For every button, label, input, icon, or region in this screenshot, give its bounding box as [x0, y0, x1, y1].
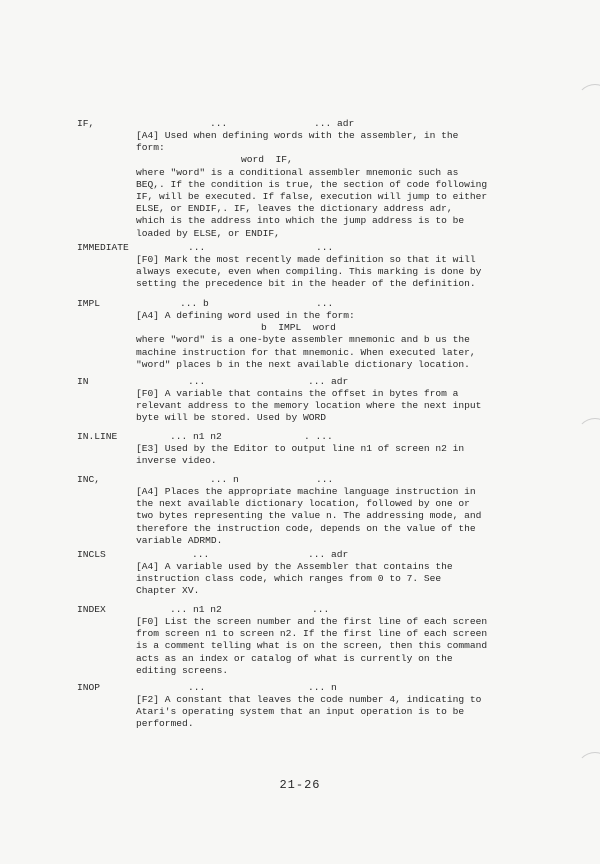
stack-after: ... — [316, 242, 334, 253]
stack-before: ... n — [210, 474, 239, 485]
description-line: performed. — [136, 718, 194, 730]
description-line: [A4] A variable used by the Assembler that contains the — [136, 561, 453, 572]
description-line: variable ADRMD. — [136, 534, 223, 546]
stack-before: ... — [188, 682, 206, 693]
stack-before: ... — [192, 549, 210, 560]
entry-word: IF, — [77, 118, 95, 129]
description-line: where "word" is a conditional assembler mnemonic such as — [136, 166, 459, 178]
description-line: ELSE, or ENDIF,. IF, leaves the dictionary address adr, — [136, 203, 453, 215]
stack-after: ... adr — [314, 118, 355, 129]
entry-description — [136, 616, 516, 677]
stack-before: ... — [188, 376, 206, 387]
description-line: [F0] A variable that contains the offset in bytes from a — [136, 388, 459, 399]
stack-before: ... n1 n2 — [170, 604, 222, 615]
description-line: Chapter XV. — [136, 585, 200, 597]
description-line: relevant address to the memory location where the next input — [136, 400, 482, 412]
description-line: IF, will be executed. If false, execution will jump to either — [136, 191, 488, 203]
entry-word: IN — [77, 376, 89, 387]
punch-hole-mark — [576, 84, 600, 122]
entry-word: INOP — [77, 682, 101, 693]
stack-before: ... — [210, 118, 228, 129]
description-line: machine instruction for that mnemonic. When executed later, — [136, 346, 476, 358]
stack-after: ... — [316, 474, 334, 485]
entry-word: IMMEDIATE — [77, 242, 129, 253]
stack-after: ... — [312, 604, 330, 615]
description-line: [E3] Used by the Editor to output line n1 of screen n2 in — [136, 443, 465, 454]
description-line: instruction class code, which ranges from 0 to 7. See — [136, 573, 442, 585]
description-line: always execute, even when compiling. This marking is done by — [136, 266, 482, 278]
description-line: loaded by ELSE, or ENDIF, — [136, 227, 280, 239]
description-line: where "word" is a one-byte assembler mnemonic and b us the — [136, 334, 470, 346]
usage-form-line: word IF, — [241, 154, 293, 166]
description-line: byte will be stored. Used by WORD — [136, 412, 326, 424]
entry-description — [136, 130, 516, 240]
description-line: "word" places b in the next available dictionary location. — [136, 358, 470, 370]
stack-before: ... — [188, 242, 206, 253]
entry-description — [136, 388, 516, 425]
description-line: the next available dictionary location, followed by one or — [136, 498, 470, 510]
description-line: Atari's operating system that an input operation is to be — [136, 706, 465, 718]
entry-word: INC, — [77, 474, 101, 485]
description-line: is a comment telling what is on the screen, then this command — [136, 640, 488, 652]
entry-description — [136, 310, 516, 371]
description-line: from screen n1 to screen n2. If the first line of each screen — [136, 628, 488, 640]
punch-hole-mark — [576, 418, 600, 456]
description-line: [A4] A defining word used in the form: — [136, 310, 355, 321]
usage-form-line: b IMPL word — [261, 322, 336, 334]
stack-after: ... — [316, 298, 334, 309]
entry-description — [136, 561, 516, 598]
page-number: 21-26 — [279, 778, 321, 792]
description-line: inverse video. — [136, 455, 217, 467]
description-line: [A4] Places the appropriate machine language instruction in — [136, 486, 476, 497]
description-line: [A4] Used when defining words with the assembler, in the — [136, 130, 459, 141]
entry-word: INDEX — [77, 604, 106, 615]
description-line: two bytes representing the value n. The addressing mode, and — [136, 510, 482, 522]
stack-after: ... n — [308, 682, 337, 693]
description-line: [F0] Mark the most recently made definition so that it will — [136, 254, 476, 265]
description-line: form: — [136, 142, 165, 154]
description-line: BEQ,. If the condition is true, the section of code following — [136, 178, 488, 190]
stack-after: . ... — [304, 431, 333, 442]
description-line: [F2] A constant that leaves the code number 4, indicating to — [136, 694, 482, 705]
stack-before: ... b — [180, 298, 209, 309]
entry-description — [136, 486, 516, 547]
entry-word: IMPL — [77, 298, 101, 309]
entry-description — [136, 254, 516, 291]
description-line: therefore the instruction code, depends on the value of the — [136, 522, 476, 534]
description-line: [F0] List the screen number and the first line of each screen — [136, 616, 488, 627]
stack-before: ... n1 n2 — [170, 431, 222, 442]
description-line: editing screens. — [136, 664, 229, 676]
description-line: which is the address into which the jump address is to be — [136, 215, 465, 227]
entry-word: INCLS — [77, 549, 106, 560]
stack-after: ... adr — [308, 376, 349, 387]
stack-after: ... adr — [308, 549, 349, 560]
description-line: setting the precedence bit in the header of the definition. — [136, 278, 476, 290]
entry-word: IN.LINE — [77, 431, 118, 442]
description-line: acts as an index or catalog of what is currently on the — [136, 652, 453, 664]
entry-description — [136, 694, 516, 731]
entry-description — [136, 443, 516, 467]
